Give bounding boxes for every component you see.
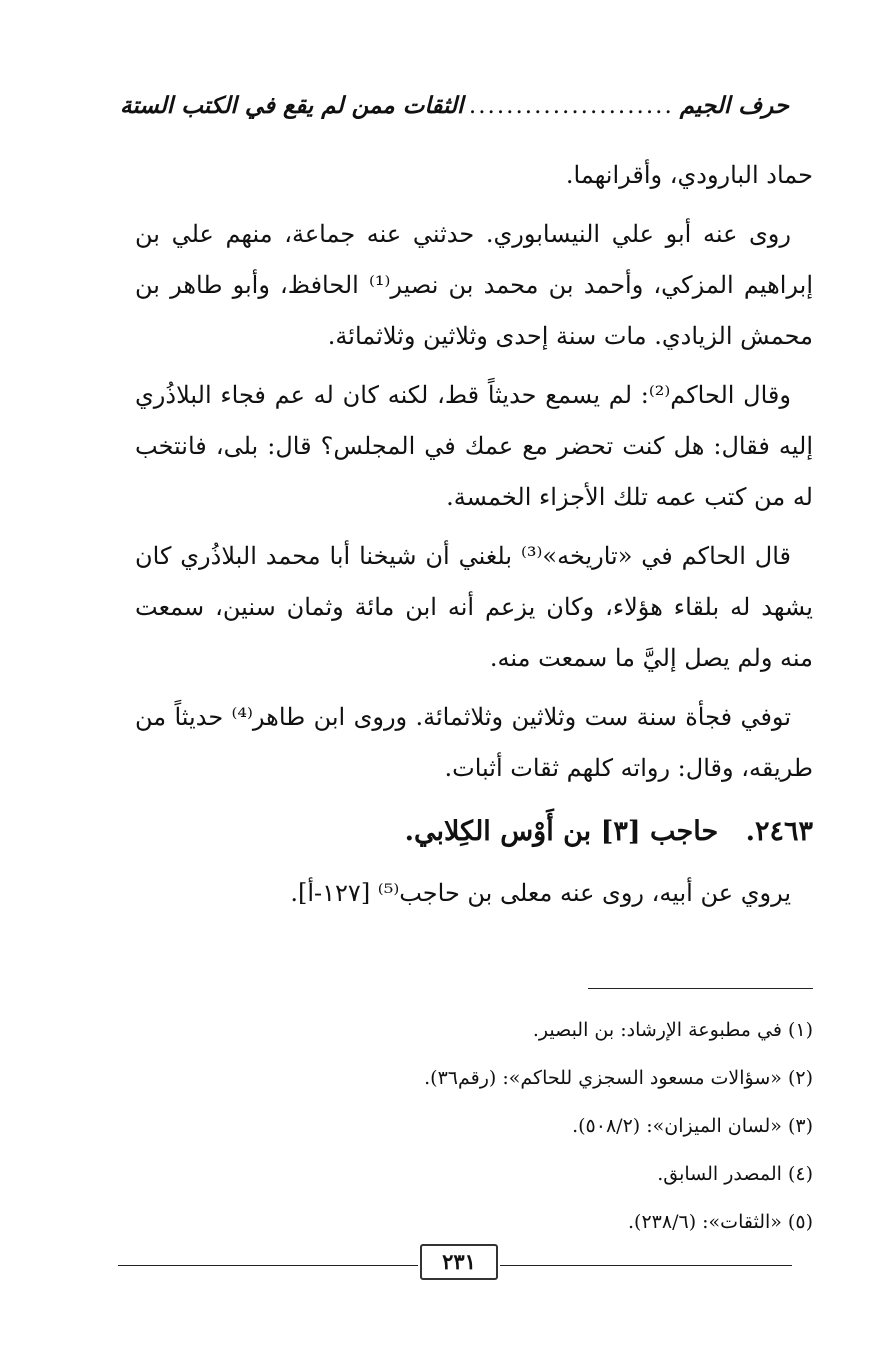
running-head-dots: ...................... xyxy=(469,93,674,119)
paragraph: حماد البارودي، وأقرانهما. xyxy=(565,161,813,189)
footnote: (١) في مطبوعة الإرشاد: بن البصير. xyxy=(532,1019,813,1041)
entry-paragraph: يروي عن أبيه، روى عنه معلى بن حاجب⁽⁵⁾ [١٢٧-أ]. xyxy=(290,879,791,907)
main-text xyxy=(135,150,813,927)
footnote: (٤) المصدر السابق. xyxy=(657,1163,813,1185)
footnote: (٥) «الثقات»: (٢٣٨/٦). xyxy=(628,1211,813,1233)
paragraph: قال الحاكم في «تاريخه»⁽³⁾ بلغني أن شيخنا أبا محمد البلاذُري كان يشهد له بلقاء هؤلاء، وكان يزعم أنه ابن مائة وثمان سنين، سمعت منه ولم يصل إليَّ ما سمعت منه. xyxy=(135,542,813,672)
paragraph: روى عنه أبو علي النيسابوري. حدثني عنه جماعة، منهم علي بن إبراهيم المزكي، وأحمد بن محمد بن نصير⁽¹⁾ الحافظ، وأبو طاهر بن محمش الزيادي. مات سنة إحدى وثلاثين وثلاثمائة. xyxy=(135,220,813,350)
entry-title: حاجب [٣] بن أَوْس الكِلابي. xyxy=(404,816,719,847)
footer-rule-left xyxy=(118,1265,418,1266)
running-head-chapter: حرف الجيم xyxy=(679,92,789,119)
footer-rule-right xyxy=(500,1265,792,1266)
page-number: ٢٣١ xyxy=(420,1244,498,1280)
footnote-separator xyxy=(588,988,813,989)
footnote: (٢) «سؤالات مسعود السجزي للحاكم»: (رقم٣٦). xyxy=(424,1067,813,1089)
running-head-book-title: الثقات ممن لم يقع في الكتب الستة xyxy=(120,92,464,119)
running-head xyxy=(120,92,789,132)
entry-heading xyxy=(135,802,813,862)
entry-number: ٢٤٦٣. xyxy=(745,816,813,847)
paragraph: وقال الحاكم⁽²⁾: لم يسمع حديثاً قط، لكنه كان له عم فجاء البلاذُري إليه فقال: هل كنت تحضر مع عمك في المجلس؟ قال: بلى، فانتخب له من كتب عمه تلك الأجزاء الخمسة. xyxy=(135,381,813,511)
footnote: (٣) «لسان الميزان»: (٥٠٨/٢). xyxy=(572,1115,813,1137)
paragraph: توفي فجأة سنة ست وثلاثين وثلاثمائة. وروى ابن طاهر⁽⁴⁾ حديثاً من طريقه، وقال: رواته كلهم ثقات أثبات. xyxy=(135,703,813,782)
footnotes xyxy=(135,1006,813,1246)
